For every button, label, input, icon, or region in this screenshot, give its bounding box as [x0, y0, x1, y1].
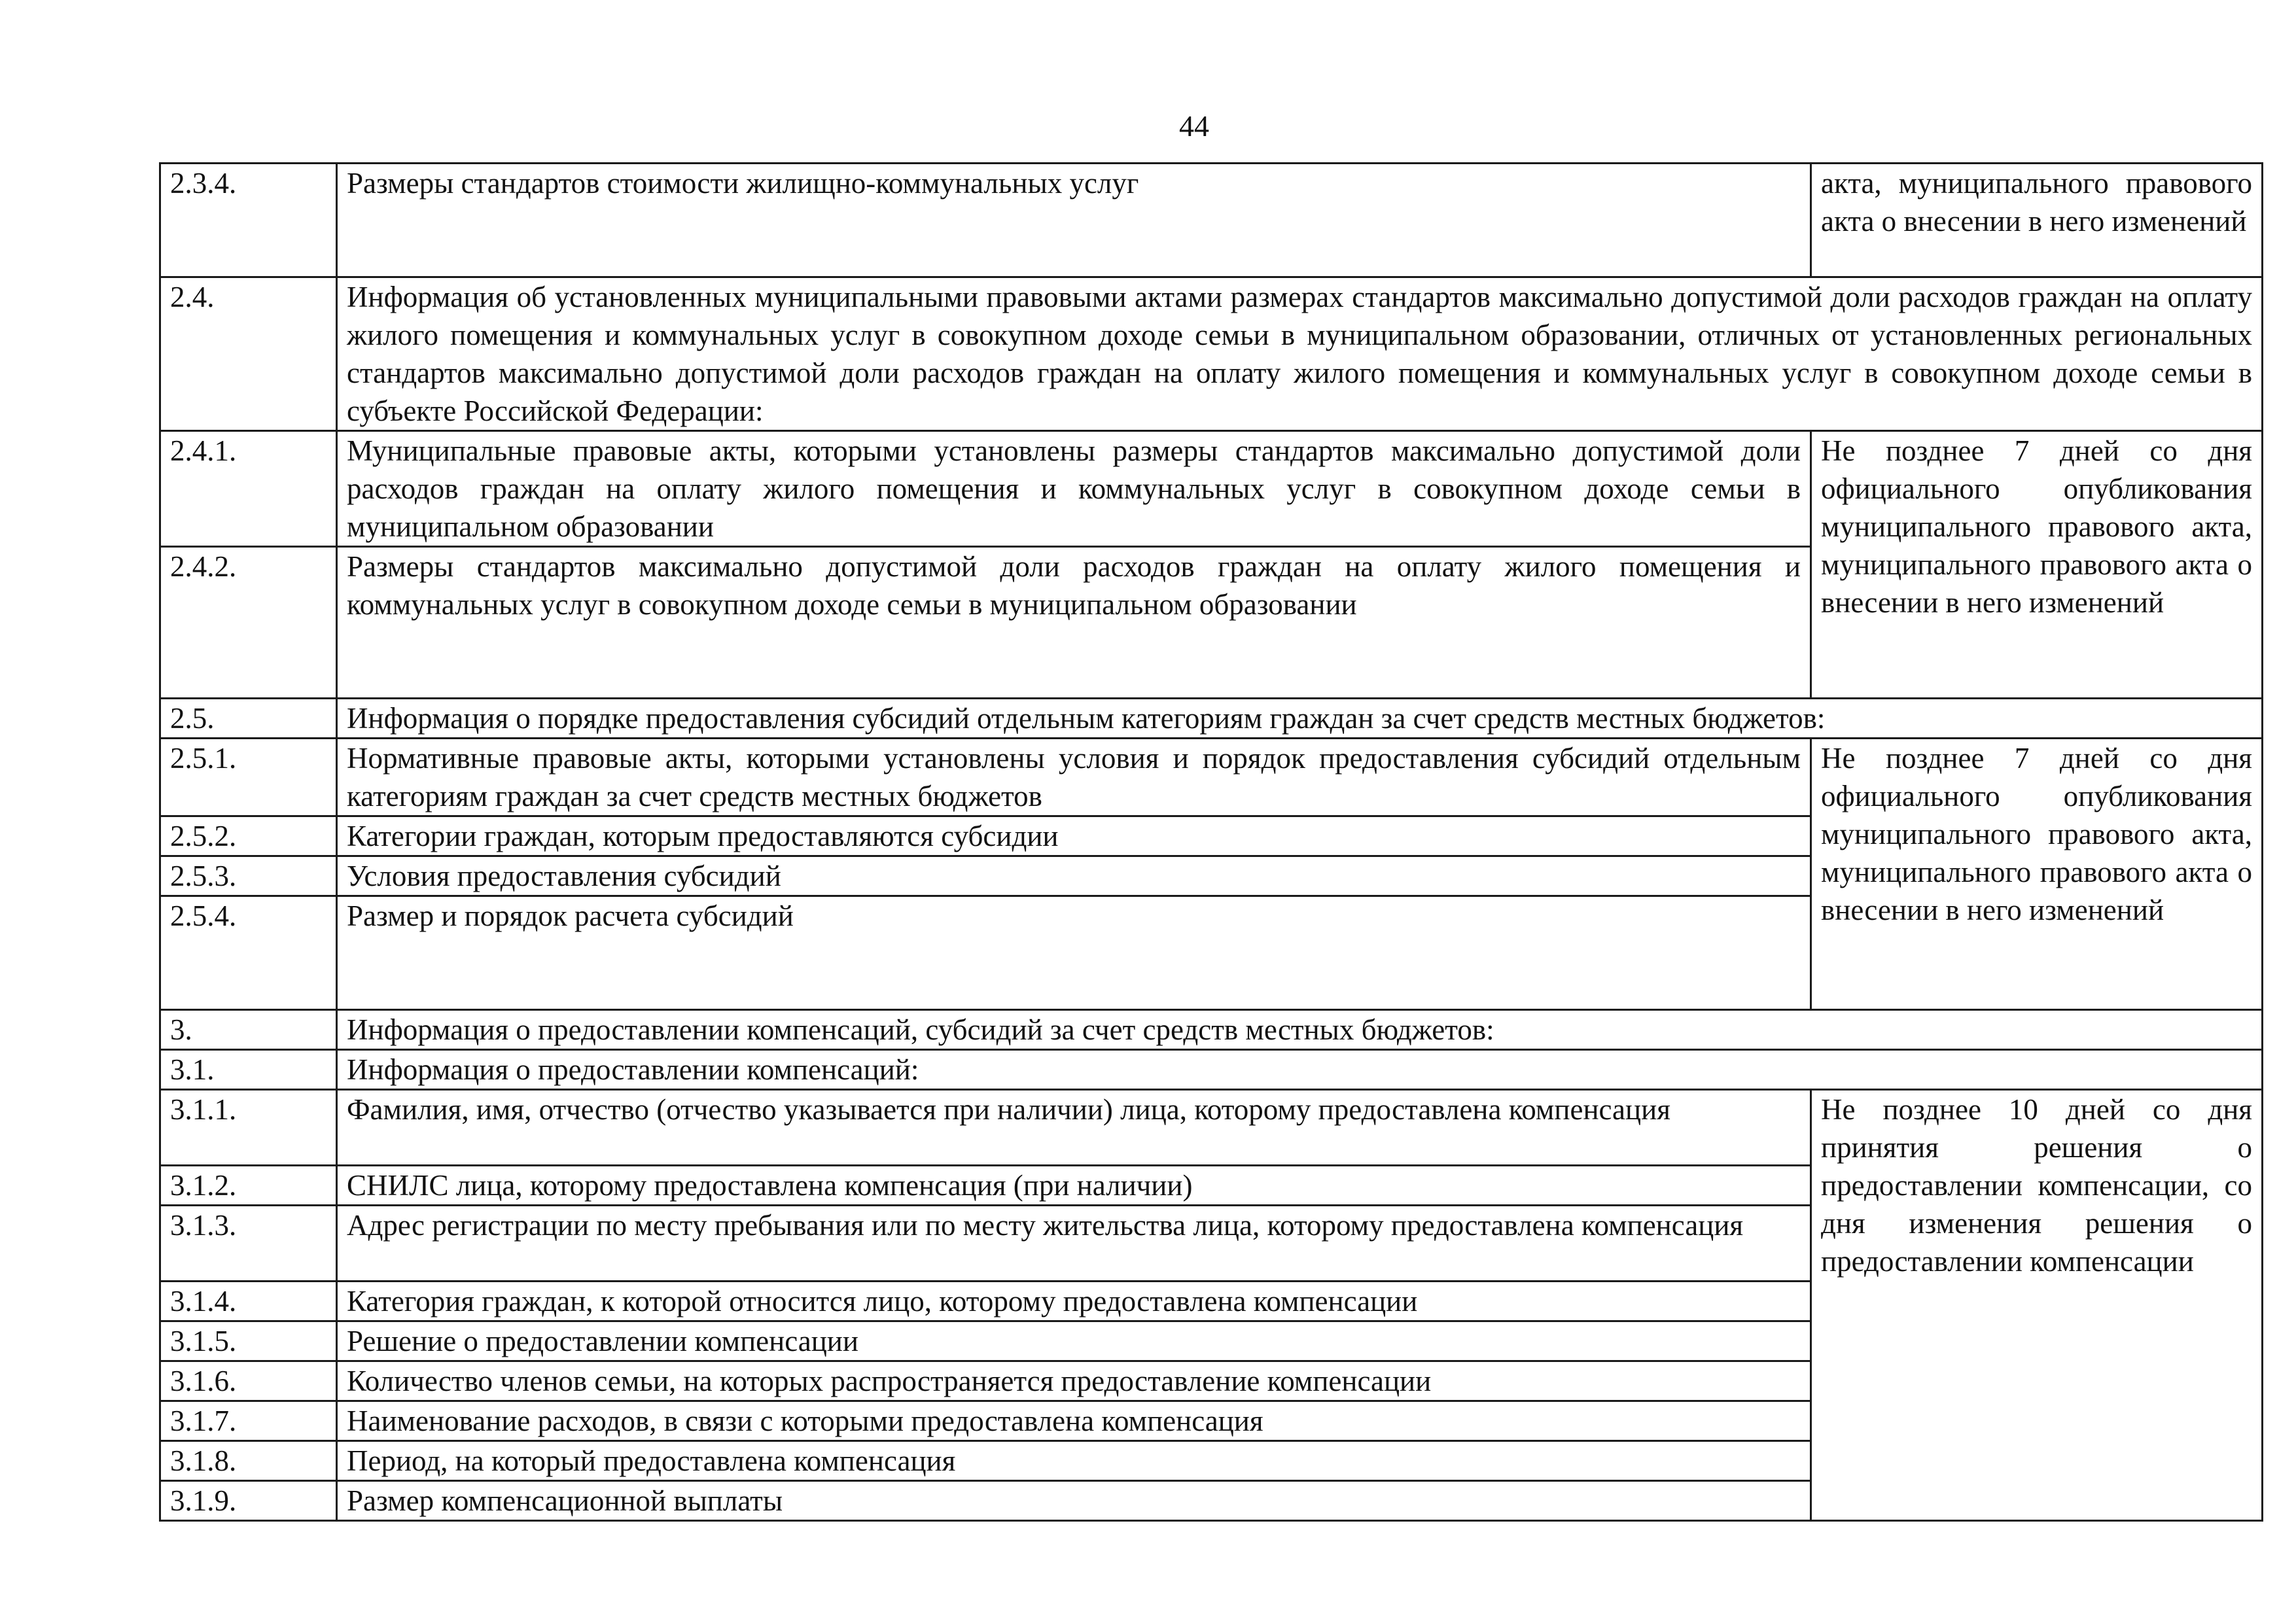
table-row: [160, 699, 2263, 739]
row-number: 3.1.2.: [160, 1166, 337, 1206]
row-description: Размеры стандартов максимально допустимой доли расходов граждан на оплату жилого помещения и коммунальных услуг в совокупном доходе семьи в муниципальном образовании: [337, 547, 1811, 699]
row-number: 3.1.9.: [160, 1481, 337, 1521]
row-description: Условия предоставления субсидий: [337, 856, 1811, 896]
row-number: 2.4.: [160, 277, 337, 431]
table-row: [160, 1010, 2263, 1050]
row-number: 2.5.3.: [160, 856, 337, 896]
group-deadline: Не позднее 7 дней со дня официального опубликования муниципального правового акта, муниципального правового акта о внесении в него изменений: [1811, 739, 2263, 1010]
row-number: 2.3.4.: [160, 164, 337, 277]
row-description: Количество членов семьи, на которых распространяется предоставление компенсации: [337, 1361, 1811, 1401]
row-number: 3.1.: [160, 1050, 337, 1090]
table-row: [160, 164, 2263, 277]
row-number: 2.5.1.: [160, 739, 337, 816]
row-description: Фамилия, имя, отчество (отчество указывается при наличии) лица, которому предоставлена компенсация: [337, 1090, 1811, 1166]
group-deadline: Не позднее 10 дней со дня принятия решения о предоставлении компенсации, со дня изменения решения о предоставлении компенсации: [1811, 1090, 2263, 1521]
row-description: СНИЛС лица, которому предоставлена компенсация (при наличии): [337, 1166, 1811, 1206]
row-number: 2.4.2.: [160, 547, 337, 699]
row-number: 3.1.1.: [160, 1090, 337, 1166]
row-description: Муниципальные правовые акты, которыми установлены размеры стандартов максимально допустимой доли расходов граждан на оплату жилого помещения и коммунальных услуг в совокупном доходе семьи в муниципальном образовании: [337, 431, 1811, 547]
row-number: 3.1.6.: [160, 1361, 337, 1401]
row-description: Наименование расходов, в связи с которыми предоставлена компенсация: [337, 1401, 1811, 1441]
table-row: [160, 1090, 2263, 1166]
row-number: 3.1.3.: [160, 1206, 337, 1282]
row-description: Размеры стандартов стоимости жилищно-коммунальных услуг: [337, 164, 1811, 277]
section-heading: Информация о порядке предоставления субсидий отдельным категориям граждан за счет средств местных бюджетов:: [337, 699, 2263, 739]
row-number: 3.1.7.: [160, 1401, 337, 1441]
row-deadline: акта, муниципального правового акта о внесении в него изменений: [1811, 164, 2263, 277]
row-number: 2.4.1.: [160, 431, 337, 547]
table-row: [160, 277, 2263, 431]
section-heading: Информация об установленных муниципальными правовыми актами размерах стандартов максимально допустимой доли расходов граждан на оплату жилого помещения и коммунальных услуг в совокупном доходе семьи в муниципальном образовании, отличных от установленных региональных стандартов максимально допустимой доли расходов граждан на оплату жилого помещения и коммунальных услуг в совокупном доходе семьи в субъекте Российской Федерации:: [337, 277, 2263, 431]
row-number: 2.5.2.: [160, 816, 337, 856]
row-number: 3.1.5.: [160, 1321, 337, 1361]
group-deadline: Не позднее 7 дней со дня официального опубликования муниципального правового акта, муниципального правового акта о внесении в него изменений: [1811, 431, 2263, 699]
row-description: Нормативные правовые акты, которыми установлены условия и порядок предоставления субсидий отдельным категориям граждан за счет средств местных бюджетов: [337, 739, 1811, 816]
row-description: Период, на который предоставлена компенсация: [337, 1441, 1811, 1481]
row-number: 3.1.8.: [160, 1441, 337, 1481]
row-description: Решение о предоставлении компенсации: [337, 1321, 1811, 1361]
row-number: 3.1.4.: [160, 1282, 337, 1321]
row-description: Размер и порядок расчета субсидий: [337, 896, 1811, 1010]
section-heading: Информация о предоставлении компенсаций, субсидий за счет средств местных бюджетов:: [337, 1010, 2263, 1050]
table-row: [160, 739, 2263, 816]
table-row: [160, 1050, 2263, 1090]
row-description: Категории граждан, которым предоставляются субсидии: [337, 816, 1811, 856]
page-number: 44: [1179, 109, 1209, 143]
row-number: 2.5.: [160, 699, 337, 739]
disclosure-table: [159, 162, 2263, 1522]
row-number: 2.5.4.: [160, 896, 337, 1010]
section-heading: Информация о предоставлении компенсаций:: [337, 1050, 2263, 1090]
row-description: Адрес регистрации по месту пребывания или по месту жительства лица, которому предоставлена компенсация: [337, 1206, 1811, 1282]
row-number: 3.: [160, 1010, 337, 1050]
row-description: Категория граждан, к которой относится лицо, которому предоставлена компенсации: [337, 1282, 1811, 1321]
table-row: [160, 431, 2263, 547]
row-description: Размер компенсационной выплаты: [337, 1481, 1811, 1521]
